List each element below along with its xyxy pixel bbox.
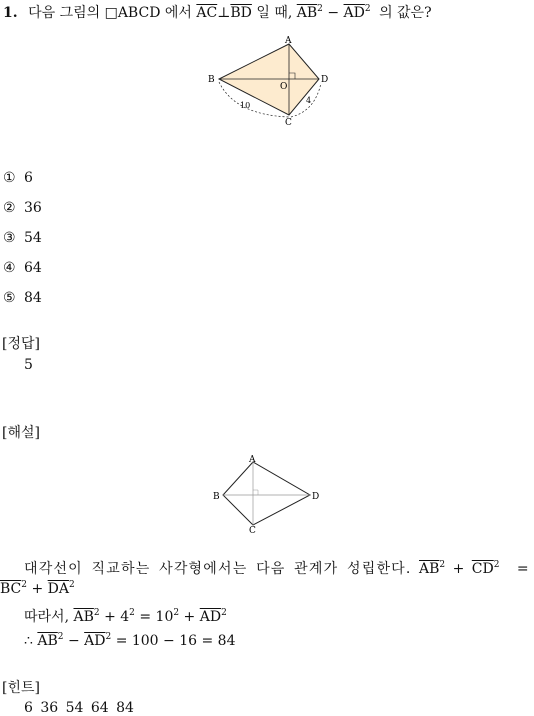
- label-c: C: [285, 118, 292, 127]
- equals-sign: =: [516, 561, 529, 577]
- length-bc: 10: [240, 101, 251, 110]
- equals-ten: = 10: [139, 609, 174, 625]
- result-expression: = 100 − 16 = 84: [115, 633, 236, 649]
- plus-sign: +: [31, 581, 44, 597]
- option-marker: ②: [3, 200, 16, 216]
- segment-ad: $\overline{AD}$: [199, 609, 222, 625]
- explanation-line-2: [0, 581, 75, 597]
- segment-bd: $\overline{BD}$: [230, 5, 252, 21]
- segment-ad: $\overline{AD}$: [343, 5, 365, 21]
- minus-sign: −: [327, 5, 340, 21]
- option-value: 64: [24, 260, 42, 276]
- option-2[interactable]: [3, 200, 42, 216]
- figure-explanation: [208, 452, 328, 534]
- segment-ad: $\overline{AD}$: [84, 633, 106, 649]
- square-exp: 2: [317, 4, 323, 14]
- segment-cd: $\overline{CD}$: [471, 561, 494, 577]
- hint-heading: [힌트]: [2, 680, 40, 696]
- minus-sign: −: [67, 633, 80, 649]
- right-angle-mark: [253, 490, 258, 495]
- option-3[interactable]: [3, 230, 42, 246]
- option-1[interactable]: [3, 170, 33, 186]
- option-value: 36: [24, 200, 42, 216]
- square-exp: 2: [21, 580, 27, 590]
- question-number: 1.: [3, 5, 18, 21]
- segment-ab: $\overline{AB}$: [73, 609, 94, 625]
- option-marker: ④: [3, 260, 16, 276]
- square-exp: 2: [221, 608, 227, 618]
- plus-four: + 4: [104, 609, 130, 625]
- segment-ac: $\overline{AC}$: [196, 5, 218, 21]
- label-b: B: [213, 492, 220, 502]
- square-exp: 2: [493, 560, 500, 570]
- square-exp: 2: [93, 608, 100, 618]
- hint-values: 6 36 54 64 84: [24, 700, 134, 716]
- therefore-symbol: ∴: [24, 633, 33, 649]
- option-value: 54: [24, 230, 42, 246]
- therefore-text: 따라서,: [24, 609, 70, 625]
- answer-value: 5: [24, 357, 33, 373]
- label-d: D: [312, 492, 320, 502]
- square-exp: 2: [439, 560, 446, 570]
- label-d: D: [321, 75, 329, 85]
- explanation-line-3: [24, 606, 227, 626]
- segment-ab: $\overline{AB}$: [37, 633, 58, 649]
- explanation-line-4: [24, 633, 235, 649]
- square-exp: 2: [364, 4, 371, 14]
- perp-symbol: ⊥: [217, 5, 231, 21]
- label-a: A: [285, 36, 292, 46]
- explanation-text: 대각선이 직교하는 사각형에서는 다음 관계가 성립한다.: [24, 561, 412, 577]
- square-exp: 2: [68, 580, 75, 590]
- segment-ab: $\overline{AB}$: [296, 5, 318, 21]
- label-c: C: [249, 526, 256, 534]
- question-text-prefix: 다음 그림의 □ABCD 에서: [28, 5, 192, 21]
- plus-sign: +: [452, 561, 465, 577]
- question-text-mid: 일 때,: [256, 5, 293, 21]
- square-exp: 2: [57, 632, 64, 642]
- option-value: 6: [24, 170, 33, 186]
- option-marker: ①: [3, 170, 16, 186]
- label-b: B: [208, 75, 215, 85]
- option-4[interactable]: [3, 260, 42, 276]
- segment-ab: $\overline{AB}$: [419, 561, 440, 577]
- label-o: O: [280, 82, 288, 92]
- question-stem: [3, 2, 432, 22]
- option-5[interactable]: [3, 290, 42, 306]
- option-value: 84: [24, 290, 42, 306]
- quadrilateral-outline: [223, 462, 310, 525]
- explanation-line-1: [24, 558, 529, 578]
- square-exp: 2: [129, 608, 135, 618]
- quadrilateral-fill: [219, 44, 319, 115]
- segment-da: $\overline{DA}$: [47, 581, 69, 597]
- length-cd: 4: [306, 96, 312, 105]
- option-marker: ⑤: [3, 290, 16, 306]
- plus-sign: +: [183, 609, 196, 625]
- option-marker: ③: [3, 230, 16, 246]
- label-a: A: [249, 455, 256, 465]
- figure-quadrilateral: [200, 35, 340, 127]
- square-exp: 2: [173, 608, 180, 618]
- segment-bc: $\overline{BC}$: [0, 581, 22, 597]
- explanation-heading: [해설]: [2, 425, 40, 441]
- square-exp: 2: [105, 632, 112, 642]
- question-text-suffix: 의 값은?: [379, 5, 432, 21]
- answer-heading: [정답]: [2, 336, 40, 352]
